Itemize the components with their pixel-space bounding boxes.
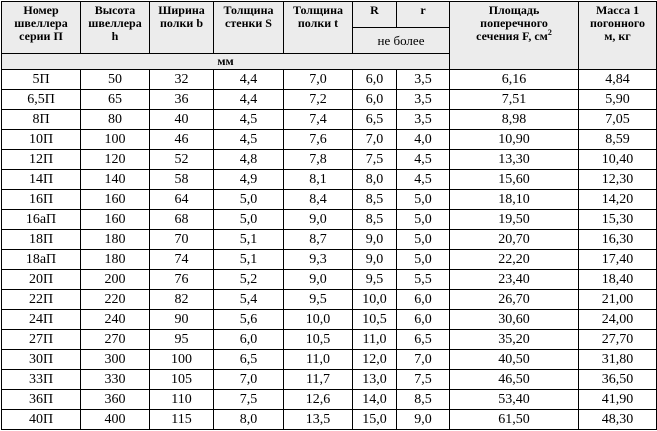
cell-radius-R: 8,5 bbox=[353, 190, 397, 210]
cell-number: 27П bbox=[2, 330, 81, 350]
cell-area: 10,90 bbox=[450, 130, 579, 150]
cell-web-thickness: 5,1 bbox=[214, 250, 284, 270]
cell-mass: 18,40 bbox=[579, 270, 657, 290]
table-row bbox=[2, 190, 657, 210]
table-row bbox=[2, 90, 657, 110]
cell-radius-r: 6,0 bbox=[397, 290, 450, 310]
table-row bbox=[2, 410, 657, 430]
cell-radius-R: 6,5 bbox=[353, 110, 397, 130]
cell-number: 30П bbox=[2, 350, 81, 370]
cell-number: 33П bbox=[2, 370, 81, 390]
header-radius-r: r bbox=[397, 2, 450, 28]
cell-web-thickness: 5,1 bbox=[214, 230, 284, 250]
cell-number: 16П bbox=[2, 190, 81, 210]
cell-mass: 12,30 bbox=[579, 170, 657, 190]
table-row bbox=[2, 350, 657, 370]
table-row bbox=[2, 250, 657, 270]
cell-flange-width: 52 bbox=[150, 150, 214, 170]
cell-number: 5П bbox=[2, 70, 81, 90]
channel-dimensions-table bbox=[1, 1, 657, 430]
cell-radius-r: 3,5 bbox=[397, 70, 450, 90]
cell-flange-thickness: 9,0 bbox=[284, 210, 353, 230]
cell-area: 40,50 bbox=[450, 350, 579, 370]
cell-mass: 4,84 bbox=[579, 70, 657, 90]
cell-number: 40П bbox=[2, 410, 81, 430]
cell-flange-thickness: 9,5 bbox=[284, 290, 353, 310]
cell-area: 18,10 bbox=[450, 190, 579, 210]
cell-web-thickness: 4,5 bbox=[214, 110, 284, 130]
cell-radius-R: 12,0 bbox=[353, 350, 397, 370]
cell-mass: 8,59 bbox=[579, 130, 657, 150]
cell-mass: 27,70 bbox=[579, 330, 657, 350]
cell-flange-thickness: 8,1 bbox=[284, 170, 353, 190]
cell-flange-width: 100 bbox=[150, 350, 214, 370]
cell-web-thickness: 4,5 bbox=[214, 130, 284, 150]
cell-area: 26,70 bbox=[450, 290, 579, 310]
header-no-more-than: не более bbox=[353, 28, 450, 54]
cell-radius-r: 4,5 bbox=[397, 150, 450, 170]
cell-flange-thickness: 11,0 bbox=[284, 350, 353, 370]
cell-radius-R: 7,5 bbox=[353, 150, 397, 170]
cell-mass: 15,30 bbox=[579, 210, 657, 230]
cell-mass: 16,30 bbox=[579, 230, 657, 250]
cell-web-thickness: 8,0 bbox=[214, 410, 284, 430]
cell-area: 19,50 bbox=[450, 210, 579, 230]
cell-area: 8,98 bbox=[450, 110, 579, 130]
cell-flange-thickness: 13,5 bbox=[284, 410, 353, 430]
cell-area: 53,40 bbox=[450, 390, 579, 410]
cell-radius-r: 7,0 bbox=[397, 350, 450, 370]
cell-web-thickness: 7,5 bbox=[214, 390, 284, 410]
table-row bbox=[2, 130, 657, 150]
cell-mass: 31,80 bbox=[579, 350, 657, 370]
cell-mass: 5,90 bbox=[579, 90, 657, 110]
cell-flange-thickness: 9,3 bbox=[284, 250, 353, 270]
cell-mass: 7,05 bbox=[579, 110, 657, 130]
cell-mass: 36,50 bbox=[579, 370, 657, 390]
table-row bbox=[2, 170, 657, 190]
header-flange-width: Ширина полки b bbox=[150, 2, 214, 54]
cell-radius-r: 5,0 bbox=[397, 190, 450, 210]
cell-flange-width: 95 bbox=[150, 330, 214, 350]
cell-radius-R: 15,0 bbox=[353, 410, 397, 430]
cell-web-thickness: 4,4 bbox=[214, 90, 284, 110]
cell-mass: 21,00 bbox=[579, 290, 657, 310]
cell-height: 220 bbox=[81, 290, 150, 310]
table-row bbox=[2, 270, 657, 290]
cell-radius-R: 6,0 bbox=[353, 70, 397, 90]
cell-flange-width: 36 bbox=[150, 90, 214, 110]
cell-flange-thickness: 7,6 bbox=[284, 130, 353, 150]
cell-flange-thickness: 7,2 bbox=[284, 90, 353, 110]
cell-height: 160 bbox=[81, 190, 150, 210]
cell-radius-r: 5,0 bbox=[397, 250, 450, 270]
cell-radius-r: 5,0 bbox=[397, 210, 450, 230]
cell-flange-thickness: 11,7 bbox=[284, 370, 353, 390]
cell-web-thickness: 6,5 bbox=[214, 350, 284, 370]
cell-number: 18П bbox=[2, 230, 81, 250]
cell-radius-r: 7,5 bbox=[397, 370, 450, 390]
cell-radius-R: 14,0 bbox=[353, 390, 397, 410]
table-row bbox=[2, 230, 657, 250]
cell-radius-R: 11,0 bbox=[353, 330, 397, 350]
cell-flange-width: 105 bbox=[150, 370, 214, 390]
cell-web-thickness: 6,0 bbox=[214, 330, 284, 350]
cell-flange-width: 64 bbox=[150, 190, 214, 210]
cell-mass: 10,40 bbox=[579, 150, 657, 170]
table-row bbox=[2, 310, 657, 330]
cell-radius-R: 13,0 bbox=[353, 370, 397, 390]
cell-flange-width: 76 bbox=[150, 270, 214, 290]
cell-height: 65 bbox=[81, 90, 150, 110]
header-web-thickness: Толщина стенки S bbox=[214, 2, 284, 54]
cell-web-thickness: 5,0 bbox=[214, 210, 284, 230]
cell-radius-r: 5,5 bbox=[397, 270, 450, 290]
cell-height: 200 bbox=[81, 270, 150, 290]
cell-number: 10П bbox=[2, 130, 81, 150]
cell-area: 20,70 bbox=[450, 230, 579, 250]
cell-flange-width: 68 bbox=[150, 210, 214, 230]
header-linear-mass: Масса 1 погонного м, кг bbox=[579, 2, 657, 70]
cell-number: 16аП bbox=[2, 210, 81, 230]
cell-number: 20П bbox=[2, 270, 81, 290]
cell-flange-thickness: 12,6 bbox=[284, 390, 353, 410]
cell-mass: 24,00 bbox=[579, 310, 657, 330]
cell-area: 13,30 bbox=[450, 150, 579, 170]
cell-flange-width: 40 bbox=[150, 110, 214, 130]
cell-height: 180 bbox=[81, 250, 150, 270]
cell-height: 270 bbox=[81, 330, 150, 350]
cell-radius-R: 10,0 bbox=[353, 290, 397, 310]
cell-radius-r: 4,5 bbox=[397, 170, 450, 190]
cell-radius-R: 10,5 bbox=[353, 310, 397, 330]
cell-height: 100 bbox=[81, 130, 150, 150]
cell-number: 8П bbox=[2, 110, 81, 130]
cell-radius-R: 8,5 bbox=[353, 210, 397, 230]
cell-radius-r: 6,5 bbox=[397, 330, 450, 350]
cell-number: 36П bbox=[2, 390, 81, 410]
table-row bbox=[2, 290, 657, 310]
cell-flange-width: 115 bbox=[150, 410, 214, 430]
cell-height: 400 bbox=[81, 410, 150, 430]
cell-web-thickness: 7,0 bbox=[214, 370, 284, 390]
cell-web-thickness: 4,9 bbox=[214, 170, 284, 190]
cell-area: 61,50 bbox=[450, 410, 579, 430]
cell-flange-width: 74 bbox=[150, 250, 214, 270]
cell-number: 6,5П bbox=[2, 90, 81, 110]
cell-height: 300 bbox=[81, 350, 150, 370]
cell-mass: 48,30 bbox=[579, 410, 657, 430]
cell-height: 180 bbox=[81, 230, 150, 250]
cell-height: 120 bbox=[81, 150, 150, 170]
cell-number: 12П bbox=[2, 150, 81, 170]
cell-radius-r: 6,0 bbox=[397, 310, 450, 330]
cell-area: 7,51 bbox=[450, 90, 579, 110]
cell-number: 24П bbox=[2, 310, 81, 330]
header-channel-number: Номер швеллера серии П bbox=[2, 2, 81, 54]
cell-radius-R: 7,0 bbox=[353, 130, 397, 150]
cell-area: 15,60 bbox=[450, 170, 579, 190]
cell-number: 18аП bbox=[2, 250, 81, 270]
cell-height: 50 bbox=[81, 70, 150, 90]
header-channel-height: Высота швеллера h bbox=[81, 2, 150, 54]
cell-flange-thickness: 7,8 bbox=[284, 150, 353, 170]
header-radius-R: R bbox=[353, 2, 397, 28]
cell-mass: 14,20 bbox=[579, 190, 657, 210]
cell-flange-width: 82 bbox=[150, 290, 214, 310]
cell-flange-thickness: 10,0 bbox=[284, 310, 353, 330]
header-area-superscript: 2 bbox=[547, 28, 552, 37]
cell-height: 240 bbox=[81, 310, 150, 330]
cell-area: 6,16 bbox=[450, 70, 579, 90]
cell-web-thickness: 5,6 bbox=[214, 310, 284, 330]
cell-radius-R: 9,0 bbox=[353, 230, 397, 250]
cell-flange-width: 32 bbox=[150, 70, 214, 90]
cell-number: 22П bbox=[2, 290, 81, 310]
cell-flange-width: 58 bbox=[150, 170, 214, 190]
table-body bbox=[2, 70, 657, 430]
cell-height: 80 bbox=[81, 110, 150, 130]
cell-web-thickness: 5,2 bbox=[214, 270, 284, 290]
cell-area: 23,40 bbox=[450, 270, 579, 290]
cell-height: 360 bbox=[81, 390, 150, 410]
cell-radius-r: 9,0 bbox=[397, 410, 450, 430]
cell-flange-thickness: 7,0 bbox=[284, 70, 353, 90]
cell-flange-thickness: 10,5 bbox=[284, 330, 353, 350]
cell-radius-r: 3,5 bbox=[397, 110, 450, 130]
cell-radius-R: 9,5 bbox=[353, 270, 397, 290]
cell-radius-R: 9,0 bbox=[353, 250, 397, 270]
cell-web-thickness: 5,0 bbox=[214, 190, 284, 210]
cell-web-thickness: 4,4 bbox=[214, 70, 284, 90]
cell-web-thickness: 5,4 bbox=[214, 290, 284, 310]
cell-flange-width: 46 bbox=[150, 130, 214, 150]
cell-number: 14П bbox=[2, 170, 81, 190]
cell-flange-width: 70 bbox=[150, 230, 214, 250]
table-header bbox=[2, 2, 657, 70]
header-units-mm: мм bbox=[2, 54, 450, 70]
cell-radius-r: 4,0 bbox=[397, 130, 450, 150]
table-row bbox=[2, 330, 657, 350]
cell-height: 140 bbox=[81, 170, 150, 190]
cell-radius-R: 6,0 bbox=[353, 90, 397, 110]
table-row bbox=[2, 70, 657, 90]
cell-web-thickness: 4,8 bbox=[214, 150, 284, 170]
cell-radius-R: 8,0 bbox=[353, 170, 397, 190]
cell-flange-thickness: 8,4 bbox=[284, 190, 353, 210]
table-row bbox=[2, 150, 657, 170]
table-row bbox=[2, 110, 657, 130]
cell-mass: 17,40 bbox=[579, 250, 657, 270]
cell-flange-thickness: 7,4 bbox=[284, 110, 353, 130]
cell-flange-thickness: 8,7 bbox=[284, 230, 353, 250]
cell-radius-r: 8,5 bbox=[397, 390, 450, 410]
header-cross-section-area bbox=[450, 2, 579, 70]
table-row bbox=[2, 370, 657, 390]
cell-height: 330 bbox=[81, 370, 150, 390]
cell-area: 46,50 bbox=[450, 370, 579, 390]
cell-flange-width: 90 bbox=[150, 310, 214, 330]
header-area-text: Площадь поперечного сечения F, см bbox=[476, 3, 548, 43]
cell-area: 35,20 bbox=[450, 330, 579, 350]
cell-height: 160 bbox=[81, 210, 150, 230]
header-flange-thickness: Толщина полки t bbox=[284, 2, 353, 54]
cell-mass: 41,90 bbox=[579, 390, 657, 410]
table-row bbox=[2, 390, 657, 410]
cell-flange-width: 110 bbox=[150, 390, 214, 410]
cell-area: 22,20 bbox=[450, 250, 579, 270]
cell-area: 30,60 bbox=[450, 310, 579, 330]
cell-radius-r: 3,5 bbox=[397, 90, 450, 110]
cell-radius-r: 5,0 bbox=[397, 230, 450, 250]
cell-flange-thickness: 9,0 bbox=[284, 270, 353, 290]
table-row bbox=[2, 210, 657, 230]
